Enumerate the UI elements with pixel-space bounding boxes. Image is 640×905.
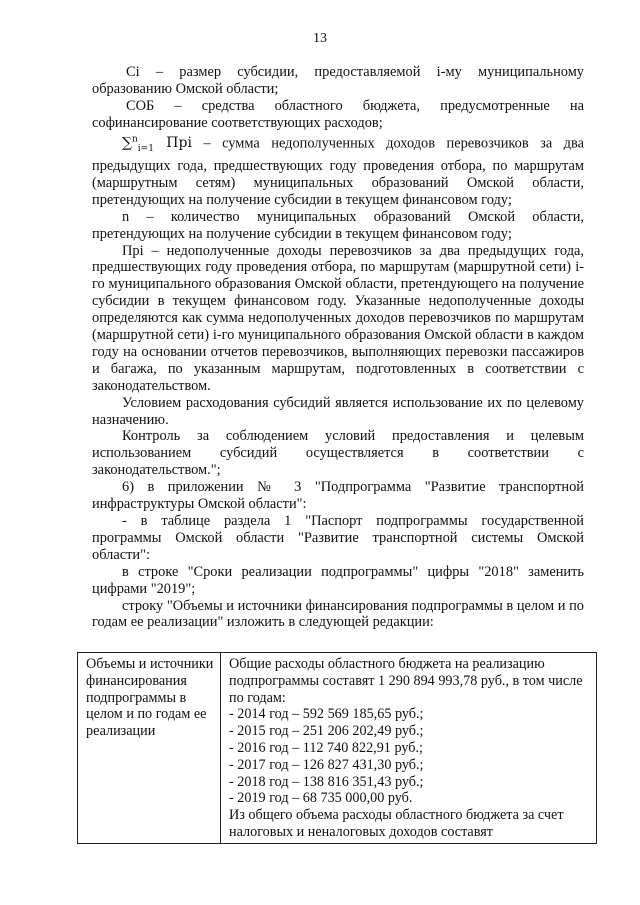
sum-formula — [122, 134, 192, 155]
paragraph-ci: Ci – размер субсидии, предоставляемой i-му муниципальному образованию Омской области; — [92, 64, 584, 97]
funding-year-2017: - 2017 год – 126 827 431,30 руб.; — [229, 756, 424, 773]
paragraph-pri: Прі – недополученные доходы перевозчиков за два предыдущих года, предшествующих году проведения отбора, по маршрутам (маршрутной сети) i-го муниципального образования Омской области, претендующего на получение субсидии в текущем финансовом году. Указанные недополученные доходы определяются как сумма недополученных доходов перевозчиков по маршрутам (маршрутной сети) i-го муниципального образования Омской области в каждом году на основании отчетов перевозчиков, выполняющих перевозки пассажиров и багажа, по указанным маршрутам, подготовленных в соответствии с законодательством. — [92, 242, 584, 394]
paragraph-n: n – количество муниципальных образований Омской области, претендующих на получение субсидии в текущем финансовом году; — [92, 208, 584, 242]
sum-variable: Прі — [153, 135, 192, 152]
funding-tail: Из общего объема расходы областного бюджета за счет налоговых и неналоговых доходов составят — [229, 807, 564, 840]
page-number: 13 — [313, 31, 327, 46]
paragraph-terms-row: в строке "Сроки реализации подпрограммы" цифры "2018" заменить цифрами "2019"; — [92, 563, 584, 597]
funding-value-cell — [221, 653, 597, 844]
funding-table — [77, 652, 597, 844]
paragraph-condition: Условием расходования субсидий является использование их по целевому назначению. — [92, 394, 584, 428]
paragraph-sob: СОБ – средства областного бюджета, предусмотренные на софинансирование соответствующих расходов; — [92, 97, 584, 131]
funding-year-2016: - 2016 год – 112 740 822,91 руб.; — [229, 739, 423, 756]
funding-year-2014: - 2014 год – 592 569 185,65 руб.; — [229, 706, 424, 723]
sum-symbol: ∑ — [122, 135, 132, 152]
paragraph-volumes-row: строку "Объемы и источники финансирования подпрограммы в целом и по годам ее реализации" изложить в следующей редакции: — [92, 597, 584, 631]
funding-label-cell: Объемы и источники финансирования подпрограммы в целом и по годам ее реализации — [78, 653, 221, 844]
paragraph-control: Контроль за соблюдением условий предоставления и целевым использованием субсидий осуществляется в соответствии с законодательством."; — [92, 428, 584, 479]
funding-year-2018: - 2018 год – 138 816 351,43 руб.; — [229, 773, 424, 790]
paragraph-item6: 6) в приложении № 3 "Подпрограмма "Развитие транспортной инфраструктуры Омской области": — [92, 479, 584, 513]
sum-description: – сумма недополученных доходов перевозчиков за два предыдущих года, предшествующих году проведения отбора, по маршрутам (маршрутным сетям) муниципальных образований Омской области, претендующих на получение субсидии в текущем финансовом году; — [92, 135, 584, 208]
funding-year-2015: - 2015 год – 251 206 202,49 руб.; — [229, 723, 424, 740]
funding-intro: Общие расходы областного бюджета на реализацию подпрограммы составят 1 290 894 993,78 руб., в том числе по годам: — [229, 656, 583, 706]
table-row — [78, 653, 597, 844]
document-body — [92, 64, 584, 631]
paragraph-sum — [92, 132, 584, 209]
paragraph-table-section: - в таблице раздела 1 "Паспорт подпрограммы государственной программы Омской области "Развитие транспортной системы Омской области": — [92, 513, 584, 563]
sum-lower-limit: i=1 — [137, 144, 154, 155]
sum-upper-limit: n — [132, 134, 138, 145]
funding-year-2019: - 2019 год – 68 735 000,00 руб. — [229, 790, 413, 807]
